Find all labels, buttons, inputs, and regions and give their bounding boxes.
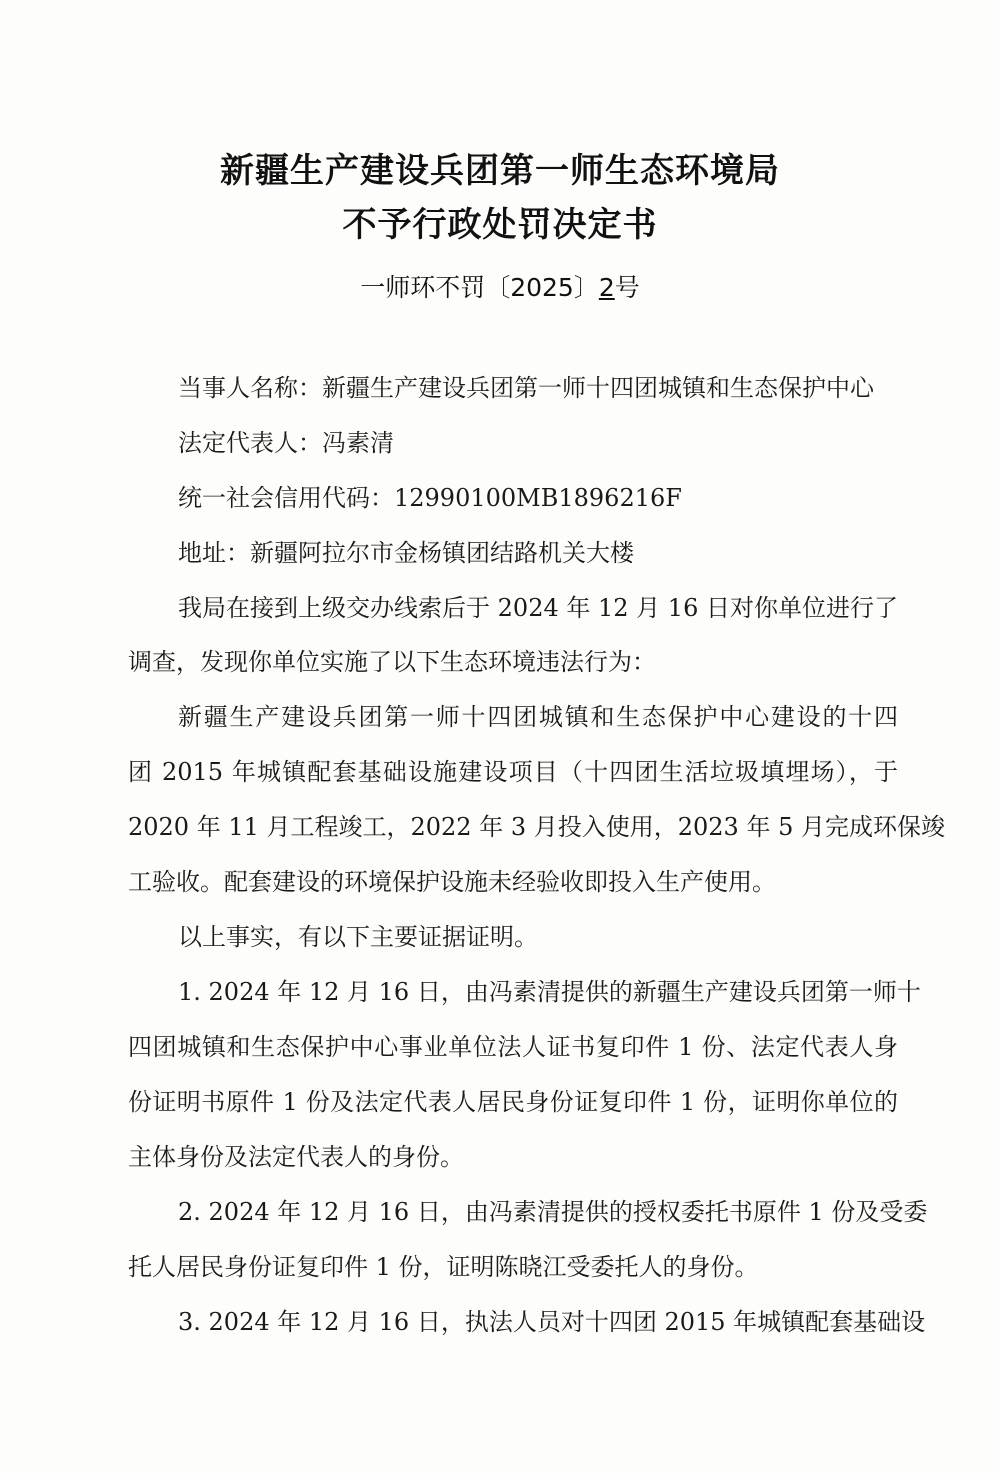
evidence-2-line-2: 托人居民身份证复印件 1 份，证明陈晓江受委托人的身份。 — [128, 1253, 759, 1281]
paragraph-2-line-3: 2020 年 11 月工程竣工，2022 年 3 月投入使用，2023 年 5 月完成环保竣 — [128, 813, 945, 841]
paragraph-2-line-2: 团 2015 年城镇配套基础设施建设项目（十四团生活垃圾填埋场），于 — [128, 758, 898, 786]
evidence-1-line-1: 1. 2024 年 12 月 16 日，由冯素清提供的新疆生产建设兵团第一师十 — [178, 978, 921, 1006]
document-title-line2: 不予行政处罚决定书 — [342, 205, 658, 245]
evidence-3-line-1: 3. 2024 年 12 月 16 日，执法人员对十四团 2015 年城镇配套基础设 — [178, 1308, 926, 1336]
document-number — [0, 268, 1000, 304]
evidence-1-line-2: 四团城镇和生态保护中心事业单位法人证书复印件 1 份、法定代表人身 — [128, 1033, 898, 1061]
paragraph-2-line-4: 工验收。配套建设的环境保护设施未经验收即投入生产使用。 — [128, 868, 776, 896]
document-number-value: 2 — [598, 273, 615, 302]
paragraph-3: 以上事实，有以下主要证据证明。 — [178, 923, 538, 951]
evidence-1-line-4: 主体身份及法定代表人的身份。 — [128, 1143, 464, 1171]
paragraph-2-line-1: 新疆生产建设兵团第一师十四团城镇和生态保护中心建设的十四 — [178, 703, 898, 731]
document-number-suffix: 号 — [614, 273, 640, 302]
legal-representative: 法定代表人：冯素清 — [178, 429, 394, 457]
credit-code: 统一社会信用代码：12990100MB1896216F — [178, 484, 682, 512]
document-title-line1: 新疆生产建设兵团第一师生态环境局 — [220, 151, 780, 191]
paragraph-1-line-1: 我局在接到上级交办线索后于 2024 年 12 月 16 日对你单位进行了 — [178, 594, 898, 622]
document-number-prefix: 一师环不罚〔2025〕 — [360, 273, 599, 302]
evidence-2-line-1: 2. 2024 年 12 月 16 日，由冯素清提供的授权委托书原件 1 份及受委 — [178, 1198, 928, 1226]
paragraph-1-line-2: 调查，发现你单位实施了以下生态环境违法行为： — [128, 648, 656, 676]
evidence-1-line-3: 份证明书原件 1 份及法定代表人居民身份证复印件 1 份，证明你单位的 — [128, 1088, 898, 1116]
address: 地址：新疆阿拉尔市金杨镇团结路机关大楼 — [178, 539, 634, 567]
party-name: 当事人名称：新疆生产建设兵团第一师十四团城镇和生态保护中心 — [178, 374, 874, 402]
